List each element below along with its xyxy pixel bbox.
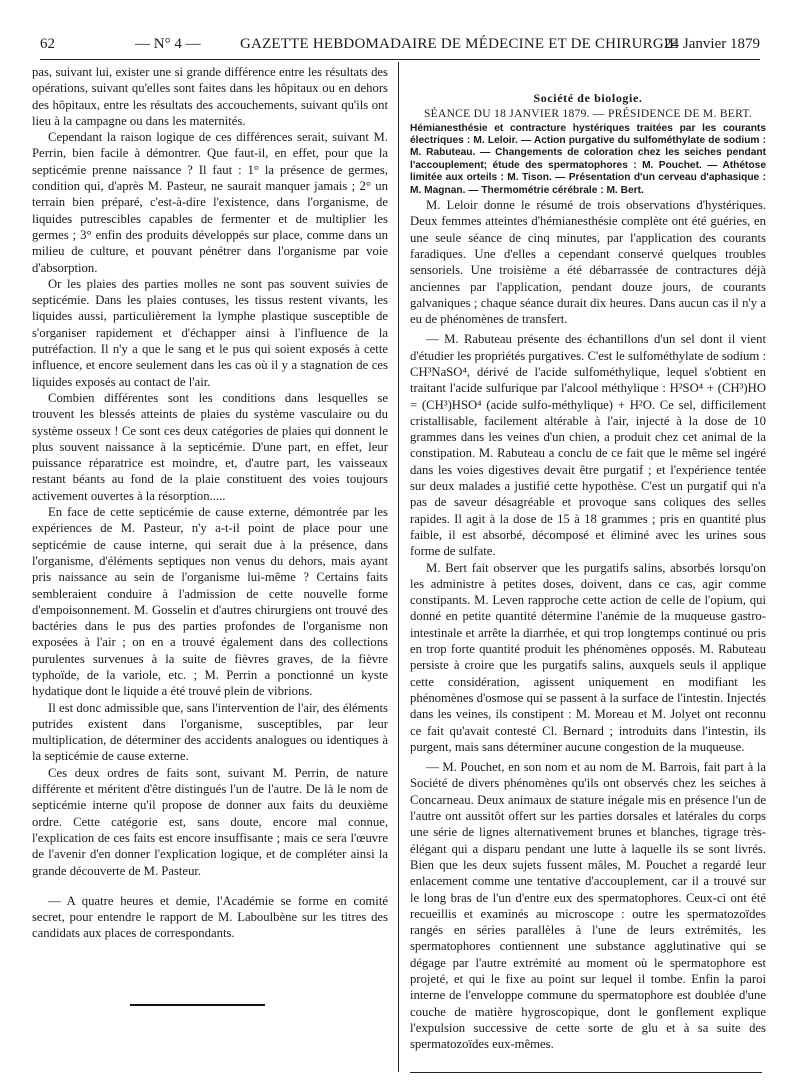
paragraph: — A quatre heures et demie, l'Académie se forme en comité secret, pour entendre le rapport de M. Laboulbène sur les titres des candidats aux places de correspondants. [32, 893, 388, 941]
page-number: 62 [40, 36, 55, 52]
article-end-rule [130, 1004, 265, 1006]
paragraph: Combien différentes sont les conditions dans lesquelles se trouvent les blessés atteints de plaies du système vasculaire ou du système osseux ! Ce sont ces deux catégories de plaies qui donnent le plus souvent naissance à la septicémie. D'une part, en effet, leur puissance réparatrice est moindre, et, d'autre part, les vaisseaux restant béants au fond de la plaie constituent des voies toujours activement ouvertes à la résorption..... [32, 390, 388, 503]
society-title: Société de biologie. [533, 91, 643, 105]
paragraph: — M. Rabuteau présente des échantillons d'un sel dont il vient d'étudier les propriétés purgatives. C'est le sulfométhylate de sodium : CH³NaSO⁴, dérivé de l'acide sulfométhylique, lequel s'obtient en traitant l'acide sulfurique par l'alcool méthylique : H²SO⁴ + (CH³)HO = (CH³)HSO⁴ (acide sulfo-méthylique) + H²O. Ce sel, difficilement cristallisable, facilement altérable à l'air, injecté à la dose de 10 grammes dans les veines d'un chien, a produit chez cet animal de la constipation. M. Rabuteau a conclu de ce fait que le même sel ingéré dans les voies digestives devait être purgatif ; et l'expérience tentée sur deux malades a justifié cette hypothèse. C'est un purgatif qui n'a pas de saveur désagréable et provoque sans coliques des selles rapides. Il agit à la dose de 15 à 18 grammes ; pris en quantité plus faible, il est absorbé, décomposé et éliminé avec les urines sous forme de sulfate. [410, 332, 766, 559]
paragraph: — M. Pouchet, en son nom et au nom de M. Barrois, fait part à la Société de divers phénomènes qu'ils ont observés chez les seiches à Concarneau. Deux animaux de stature inégale mis en présence l'un de l'autre ont aussitôt offert sur les parties dorsales et latérales du corps une série de lignes alternativement brunes et blanches, tigrage très-élégant qui a disparu pendant une lutte à laquelle ils se sont livrés. Bien que les deux sujets fussent mâles, M. Pouchet a regardé leur enlacement comme une tentative d'accouplement, car il a trouvé sur le long bras de l'un d'entre eux des spermatophores. Ceux-ci ont été recueillis et examinés au microscope : outre les spermatozoïdes rangés en séries parallèles à l'une de leurs extrémités, les spermatophores contiennent une substance agglutinative qui se dégage par l'autre extrémité au moment où le spermatophore est projeté, et qui le fixe au point sur lequel il tombe. Enfin la paroi interne de l'enveloppe commune du spermatophore est doublée d'une couche de matière hygroscopique, dont le gonflement explique l'expulsion successive de cette sorte de glu et à sa suite des spermatozoïdes eux-mêmes. [410, 760, 766, 1052]
paragraph: Ces deux ordres de faits sont, suivant M. Perrin, de nature différente et méritent d'être distingués l'un de l'autre. De là le nom de septicémie interne qu'il propose de donner aux faits du deuxième ordre. Cette catégorie est, sans doute, encore mal connue, l'explication de ces faits est encore insuffisante ; mais ce sera l'œuvre de l'avenir d'en donner l'explication logique, et de compléter ainsi la grande découverte de M. Pasteur. [32, 765, 388, 878]
seance-heading: SÉANCE DU 18 JANVIER 1879. — PRÉSIDENCE DE M. BERT. [423, 108, 753, 121]
paragraph: En face de cette septicémie de cause externe, démontrée par les expériences de M. Pasteur, n'y a-t-il point de place pour une septicémie de cause interne, qui serait due à la présence, dans l'organisme, d'éléments septiques non venus du dehors, mais ayant pris naissance au sein de l'organisme lui-même ? Certains faits sembleraient conduire à l'admission de cette nouvelle forme d'empoisonnement. M. Gosselin et d'autres chirurgiens ont trouvé des bactéries dans le pus des parties profondes de l'organisme non exposées à l'air ; on en a trouvé également dans des collections purulentes survenues à la suite de fièvres graves, de la fièvre typhoïde, de la variole, etc. ; M. Perrin a ponctionné un kyste hydatique dont le liquide a été trouvé plein de vibrions. [32, 505, 388, 699]
paragraph: Or les plaies des parties molles ne sont pas souvent suivies de septicémie. Dans les plaies contuses, les tissus restent vivants, les liquides aussi, particulièrement la lymphe plastique susceptible de s'organiser rapidement et d'échapper ainsi à l'influence de la putréfaction. Il n'y a que le sang et le pus qui soient exposés à cette influence, et encore seulement dans les cas où il y a stagnation de ces liquides exposés au contact de l'air. [32, 276, 388, 389]
paragraph: M. Leloir donne le résumé de trois observations d'hystériques. Deux femmes atteintes d'hémianesthésie complète ont été guéries, en une seule séance de cinq minutes, par l'application des courants faradiques. Une d'elles a cependant conservé quelques troubles sensoriels. Une troisième a été débarrassée de contractures déjà anciennes par l'application, pendant douze jours, de courants galvaniques ; chaque séance durait dix heures. Dans aucun cas il n'y a eu de phénomènes de transfert. [410, 198, 766, 327]
issue-number: — N° 4 — [135, 36, 201, 52]
right-column [410, 90, 766, 1052]
column-bottom-rule [410, 1072, 762, 1073]
column-divider [398, 62, 399, 1072]
paragraph: Il est donc admissible que, sans l'intervention de l'air, des éléments putrides existent dans l'organisme, susceptibles, par leur multiplication, de déterminer des accidents analogues ou identiques à la septicémie de cause externe. [32, 700, 388, 764]
paragraph: M. Bert fait observer que les purgatifs salins, absorbés lorsqu'on les administre à petites doses, doivent, dans ce cas, agir comme constipants. M. Leven rapproche cette action de celle de l'opium, qui donné en petite quantité détermine l'anémie de la muqueuse gastro-intestinale et arrête la diarrhée, et qui trop longtemps continué ou pris en trop forte quantité produit les phénomènes opposés. M. Rabuteau persiste à croire que les purgatifs salins, auxquels seuls il applique cette considération, agissent uniquement en modifiant les phénomènes d'osmose qui se passent à la surface de l'intestin. Injectés dans les veines, ils constipent : M. Moreau et M. Jolyet ont reconnu ce fait qu'avait contesté Cl. Bernard ; introduits dans l'intestin, ils purgent, mais sans déterminer aucune congestion de la muqueuse. [410, 560, 766, 754]
journal-title: GAZETTE HEBDOMADAIRE DE MÉDECINE ET DE CHIRURGIE [240, 36, 679, 52]
paragraph: pas, suivant lui, exister une si grande différence entre les résultats des opérations, suivant qu'elles sont faites dans les hôpitaux ou en dehors des hôpitaux, entre les résultats des accouchements, suivant qu'ils ont lieu à la campagne ou dans les maternités. [32, 65, 388, 128]
paragraph: Cependant la raison logique de ces différences serait, suivant M. Perrin, bien facile à démontrer. Que faut-il, en effet, pour que la septicémie prenne naissance ? Il faut : 1° la présence de germes, condition qui, d'après M. Pasteur, ne saurait manquer jamais ; 2° un terrain bien préparé, c'est-à-dire l'existence, dans l'organisme, de liquides putrescibles capables de fermenter et de multiplier les germes ; 3° enfin des produits développés sur place, comme dans un milieu de culture, et pouvant pénétrer dans l'organisme par voie d'absorption. [32, 130, 388, 275]
left-column [32, 64, 388, 942]
page-header [40, 36, 760, 56]
seance-summary: Hémianesthésie et contracture hystériques traitées par les courants électriques : M. Leloir. — Action purgative du sulfométhylate de sodium : M. Rabuteau. — Changements de coloration chez les seiches pendant l'accouplement; étude des spermatophores : M. Pouchet. — Athétose limitée aux orteils : M. Tison. — Présentation d'un cerveau d'aphasique : M. Magnan. — Thermométrie cérébrale : M. Bert. [410, 122, 766, 196]
header-rule [40, 59, 760, 60]
issue-date: 24 Janvier 1879 [664, 36, 760, 52]
